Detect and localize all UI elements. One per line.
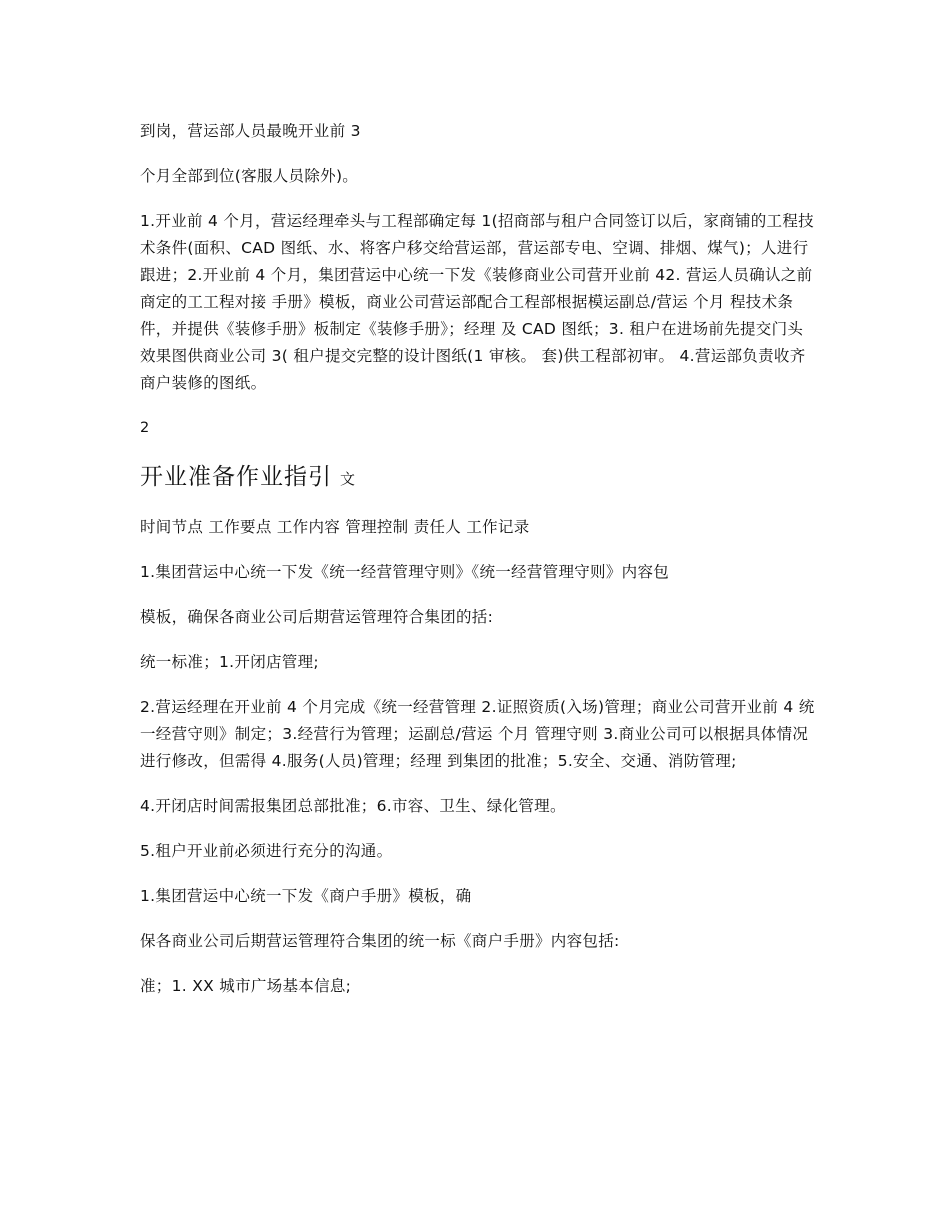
paragraph-rules-5: 4.开闭店时间需报集团总部批准；6.市容、卫生、绿化管理。 xyxy=(140,797,566,815)
paragraph-handbook-1: 1.集团营运中心统一下发《商户手册》模板，确 xyxy=(140,887,472,905)
section-title: 开业准备作业指引 xyxy=(140,464,332,490)
document-page xyxy=(140,118,815,1018)
section-heading xyxy=(140,460,815,496)
paragraph-handbook-2: 保各商业公司后期营运管理符合集团的统一标《商户手册》内容包括: xyxy=(140,932,620,950)
paragraph-engineering-handover: 1.开业前 4 个月，营运经理牵头与工程部确定每 1(招商部与租户合同签订以后，家商铺的工程技术条件(面积、CAD 图纸、水、将客户移交给营运部，营运部专电、空调、排烟、煤气)；人进行跟进；2.开业前 4 个月，集团营运中心统一下发《装修商业公司营开业前 42. 营运人员确认之前商定的工工程对接 手册》模板，商业公司营运部配合工程部根据模运副总/营运 个月 程技术条件，并提供《装修手册》板制定《装修手册》；经理 及 CAD 图纸；3. 租户在进场前先提交门头效果图供商业公司 3( 租户提交完整的设计图纸(1 审核。 套)供工程部初审。 4.营运部负责收齐商户装修的图纸。 xyxy=(140,212,814,392)
paragraph-staffing-line-2: 个月全部到位(客服人员除外)。 xyxy=(140,167,359,185)
table-header-line: 时间节点 工作要点 工作内容 管理控制 责任人 工作记录 xyxy=(140,518,530,536)
paragraph-rules-4: 2.营运经理在开业前 4 个月完成《统一经营管理 2.证照资质(入场)管理；商业公司营开业前 4 统一经营守则》制定；3.经营行为管理；运副总/营运 个月 管理守则 3.商业公司可以根据具体情况进行修改，但需得 4.服务(人员)管理；经理 到集团的批准；5.安全、交通、消防管理; xyxy=(140,698,815,770)
paragraph-staffing-line-1: 到岗，营运部人员最晚开业前 3 xyxy=(140,122,361,140)
paragraph-rules-6: 5.租户开业前必须进行充分的沟通。 xyxy=(140,842,393,860)
page-number: 2 xyxy=(140,420,150,436)
paragraph-rules-1: 1.集团营运中心统一下发《统一经营管理守则》《统一经营管理守则》内容包 xyxy=(140,563,670,581)
paragraph-rules-2: 模板，确保各商业公司后期营运管理符合集团的括: xyxy=(140,608,494,626)
paragraph-rules-3: 统一标准；1.开闭店管理; xyxy=(140,653,319,671)
section-title-mark: 文 xyxy=(340,470,356,488)
paragraph-handbook-3: 准；1. XX 城市广场基本信息; xyxy=(140,977,352,995)
